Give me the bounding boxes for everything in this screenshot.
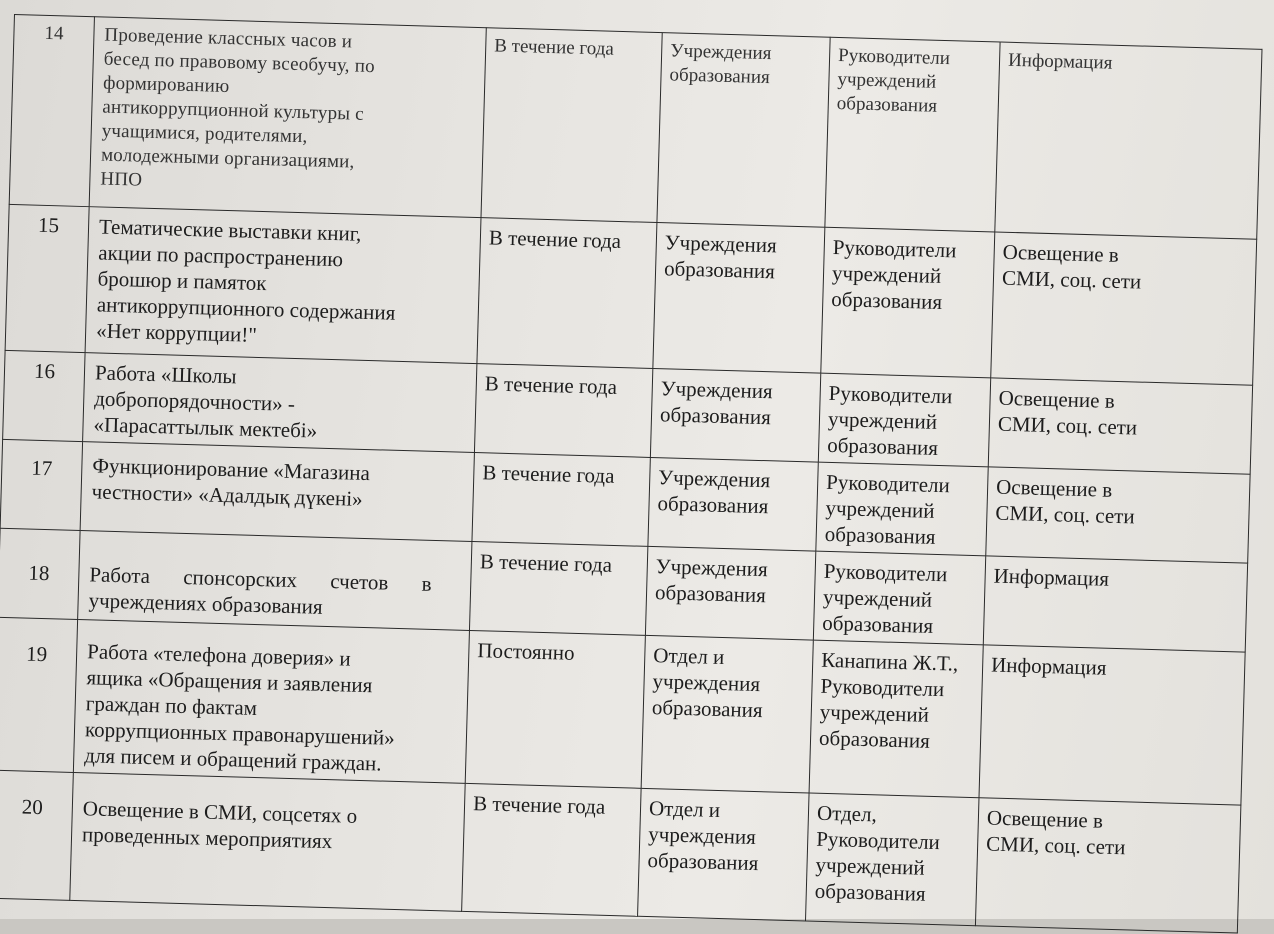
activity-cell-line: бесед по правовому всеобучу, по [103,48,376,78]
activity-cell [70,772,465,911]
result-cell [988,378,1252,474]
activity-cell-line: Работа спонсорских счетов в [89,562,432,596]
activity-cell-line: «Нет коррупции!" [95,318,258,347]
activity-cell-line: Тематические выставки книг, [98,214,362,246]
executor-cell-line: учреждения [648,822,757,850]
executor-cell [645,546,815,640]
activity-cell-line: антикоррупционной культуры с [102,96,365,125]
responsible-cell [821,227,995,378]
activity-cell-line: молодежными организациями, [100,144,355,173]
activity-cell [78,531,472,631]
executor-cell-line: Учреждения [657,465,771,493]
responsible-cell-line: образования [818,725,931,753]
row-number [5,204,89,352]
result-cell-line: СМИ, соц. сети [997,411,1138,440]
activity-cell-line: ящика «Обращения и заявления [86,665,373,698]
responsible-cell-line: Руководители [828,380,953,409]
activity-cell [89,17,486,218]
result-cell-line: Информация [1007,49,1113,74]
executor-cell-line: образования [651,695,763,723]
period-cell-text: В течение года [472,791,606,819]
period-cell [469,541,647,635]
period-cell-text: В течение года [479,549,613,577]
activity-cell-line: учреждениях образования [88,588,323,619]
responsible-cell-line: Руководители [837,45,951,70]
executor-cell-line: образования [654,580,767,608]
responsible-cell-line: образования [836,93,938,117]
period-cell-text: В течение года [488,225,622,254]
row-number [0,439,82,530]
executor-cell-line: образования [657,491,769,519]
activity-cell [85,207,481,364]
row-number-text: 19 [25,641,48,667]
activity-cell-line: Освещение в СМИ, соцсетях о [82,796,358,828]
responsible-cell [805,793,979,926]
activity-cell-line: Работа «Школы [94,360,237,389]
row-number [0,528,80,619]
activity-cell [73,620,469,784]
table-row [9,15,1262,240]
executor-cell [641,635,813,793]
responsible-cell-line: учреждений [819,699,930,727]
result-cell-line: Освещение в [1002,239,1120,267]
action-plan-table [0,14,1263,934]
period-cell-text: В течение года [494,35,615,60]
responsible-cell-line: учреждений [831,260,942,288]
activity-cell-line: НПО [100,168,143,191]
executor-cell [650,368,820,462]
executor-cell [653,223,825,374]
row-number-text: 18 [28,560,50,586]
period-cell-text: В течение года [482,460,615,488]
executor-cell-line: Учреждения [660,376,774,404]
result-cell-line: Освещение в [995,474,1113,502]
responsible-cell-line: образования [831,286,943,315]
responsible-cell-line: образования [826,432,939,460]
row-number-text: 15 [37,212,60,238]
activity-cell-line: антикоррупционного содержания [96,292,396,325]
responsible-cell-line: учреждений [822,584,933,612]
executor-cell-line: образования [669,64,771,89]
row-number-text: 14 [44,22,64,45]
result-cell-line: СМИ, соц. сети [985,831,1126,860]
activity-cell-line: граждан по фактам [85,691,258,721]
period-cell [465,630,645,788]
executor-cell-line: Учреждения [655,554,769,582]
activity-cell-line: «Парасаттылык мектебі» [93,412,318,443]
result-cell [986,467,1250,563]
period-cell [462,783,642,916]
period-cell-text: Постоянно [477,638,575,665]
activity-cell-line: акции по распространению [98,240,344,272]
activity-cell-line: проведенных мероприятиях [81,822,333,854]
activity-cell-line: учащимися, родителями, [101,120,308,148]
activity-cell [83,353,477,453]
responsible-cell-line: учреждений [837,69,937,93]
row-number [3,350,85,441]
row-number-text: 17 [31,455,53,481]
responsible-cell-line: Руководители [825,469,951,498]
responsible-cell-line: образования [821,610,934,638]
executor-cell-line: образования [647,848,759,876]
activity-cell-line: коррупционных правонарушений» [84,717,396,750]
row-number [0,770,73,900]
executor-cell [648,457,818,551]
activity-cell-line: добропорядочности» - [93,386,296,416]
row-number [0,617,78,772]
period-cell [477,218,657,369]
responsible-cell-line: образования [824,521,936,549]
activity-cell-line: формированию [102,72,230,98]
result-cell-line: СМИ, соц. сети [1001,265,1142,294]
responsible-cell-line: Отдел, [816,800,878,827]
executor-cell-line: Отдел и [648,796,721,823]
result-cell [975,798,1240,933]
result-cell [979,645,1245,805]
responsible-cell [809,640,983,798]
result-cell-line: Информация [993,563,1110,591]
responsible-cell-line: Руководители [820,673,945,702]
responsible-cell-line: учреждений [825,495,935,523]
activity-cell-line: Работа «телефона доверия» и [86,639,352,671]
result-cell-line: Освещение в [986,805,1104,833]
executor-cell-line: Отдел и [653,643,725,670]
result-cell-line: Информация [990,652,1107,680]
period-cell [472,453,650,547]
responsible-cell [816,462,988,556]
responsible-cell-line: учреждений [815,852,925,880]
row-number-text: 20 [21,794,44,820]
executor-cell-line: Учреждения [669,40,772,65]
executor-cell-line: образования [659,402,772,430]
executor-cell [638,788,810,921]
period-cell [481,28,662,223]
row-number [9,15,94,207]
responsible-cell-line: образования [814,878,926,906]
period-cell-text: В течение года [484,371,618,399]
responsible-cell-line: Канапина Ж.Т., [820,647,959,676]
row-number-text: 16 [33,358,56,384]
responsible-cell-line: учреждений [827,406,938,434]
responsible-cell [825,37,1000,232]
result-cell [983,556,1247,652]
executor-cell-line: образования [663,256,776,284]
executor-cell-line: учреждения [652,669,761,697]
result-cell-line: Освещение в [998,385,1116,413]
activity-cell [80,442,474,542]
period-cell [474,364,652,458]
result-cell-line: СМИ, соц. сети [995,500,1135,529]
responsible-cell [813,551,985,645]
activity-cell-line: Функционирование «Магазина [92,453,371,486]
responsible-cell-line: Руководители [815,826,941,855]
result-cell [991,232,1257,385]
responsible-cell-line: Руководители [832,234,957,263]
executor-cell [657,33,830,228]
activity-cell-line: брошюр и памяток [97,266,267,296]
result-cell [995,42,1262,239]
responsible-cell-line: Руководители [823,558,948,587]
executor-cell-line: Учреждения [664,230,778,258]
table-body [0,15,1262,934]
responsible-cell [818,373,990,467]
activity-cell-line: Проведение классных часов и [104,24,353,53]
activity-cell-line: для писем и обращений граждан. [83,743,382,776]
activity-cell-line: честности» «Адалдық дүкені» [91,479,363,511]
